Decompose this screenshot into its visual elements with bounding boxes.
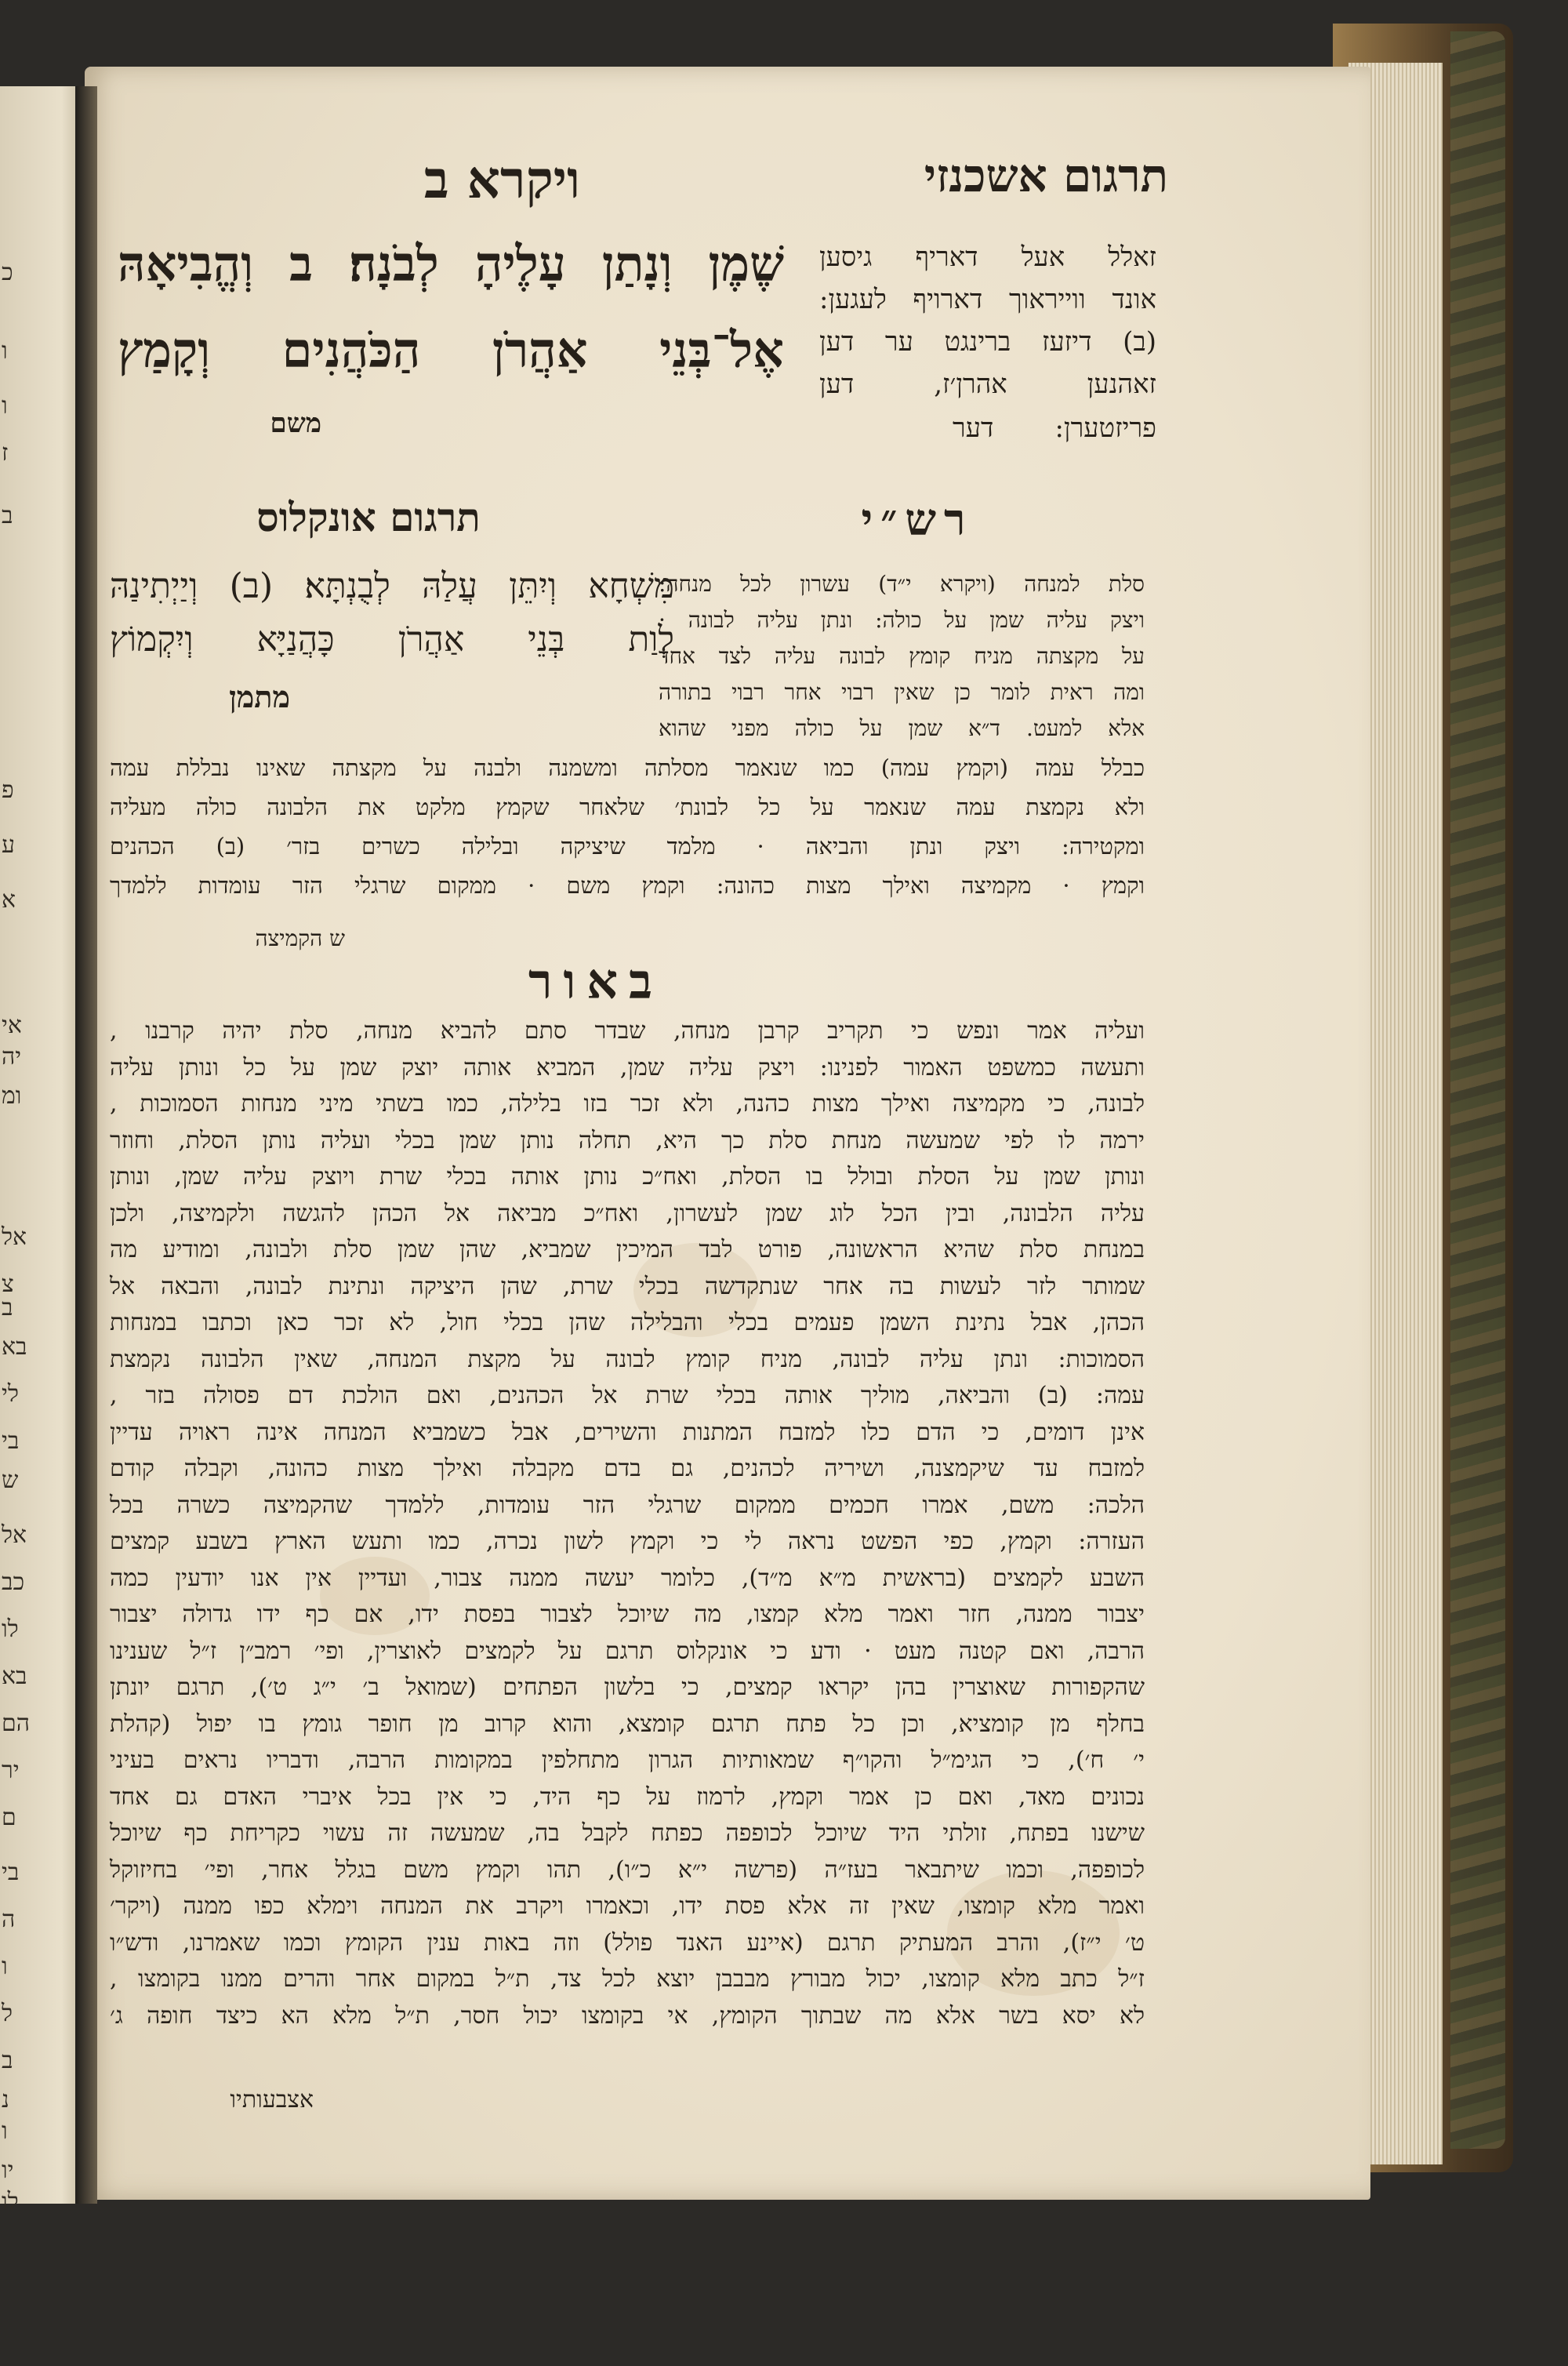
biur-line: עמה: (ב) והביאה, מוליך אותה בכלי שרת אל הכהנים, ואם הולכת דם פסולה בזר ,	[110, 1382, 1145, 1409]
left-page-fragment: יו	[2, 2157, 14, 2184]
verse-line: שֶׁמֶן וְנָתַן עָלֶיהָ לְבֹנָה׃ ב וְהֱבִיאָהּ	[118, 235, 784, 293]
biur-line: בחלף מן קומציא, וכן כל פתח תרגם קומצא, והוא קרוב מן חופר גומץ בו יפול (קהלת	[110, 1710, 1145, 1738]
left-page-fragment: אל	[2, 1223, 27, 1251]
left-page-fragment: ם	[2, 1804, 16, 1831]
left-page-fragment: ז	[2, 439, 9, 467]
rashi-line: וקמץ · מקמיצה ואילך מצות כהונה: וקמץ משם · ממקום שרגלי הזר עומדות ללמדך	[110, 872, 1145, 899]
verse-catchword: משם	[270, 408, 321, 439]
left-page-fragment: בי	[2, 1859, 20, 1886]
rashi-line: ויצק עליה שמן על כולה: ונתן עליה לבונה ·	[659, 607, 1145, 633]
yiddish-line: זאלל אעל דאריף גיסען	[819, 242, 1156, 273]
rashi-line: סלת למנחה (ויקרא י״ד) עשרון לכל מנחה:	[659, 571, 1145, 597]
biur-line: נכונים מאד, ואם כן אמר וקמץ, לרמוז על כף היד, כי אין בכל איברי האדם גם אחד	[110, 1783, 1145, 1811]
biur-line: ט׳ י״ז), והרב המעתיק תרגם (איינע האנד פולל) וזה באות ענין הקומץ וכמו שאמרנו, ודש״ו	[110, 1929, 1145, 1957]
biur-line: שהקפורות שאוצרין בהן יקראו קמצים, כי בלשון הפתחים (שמואל ב׳ י״ג ט׳), תרגם יונתן	[110, 1674, 1145, 1701]
rashi-line: ומקטירה: ויצק ונתן והביאה · מלמד שיציקה ובלילה כשרים בזר׳ (ב) הכהנים	[110, 833, 1145, 860]
marbled-cover	[1450, 31, 1505, 2149]
left-page-fragment: ומ	[2, 1082, 22, 1110]
biur-line: הלכה: משם, אמרו חכמים ממקום שרגלי הזר עומדות, ללמדך שהקמיצה כשרה בכל	[110, 1492, 1145, 1519]
rashi-line: אלא למעט. ד״א שמן על כולה מפני שהוא	[659, 715, 1145, 741]
left-page-fragment: ב	[2, 502, 13, 529]
onkelos-line: מִשְׁחָא וְיִתֵּן עֲלַהּ לְבֻנְתָּא׃ (ב) וְיַיְתִינַהּ	[110, 566, 674, 606]
header-targum-ashkenazi: תרגום אשכנזי	[924, 149, 1168, 202]
onkelos-catchword: מתמן	[229, 679, 290, 714]
biur-line: אינן דומים, כי הדם כלו למזבח המתנות והשירים, אבל כשמביא המנחה אינה ראויה עדיין	[110, 1419, 1145, 1446]
left-page-fragment: ו	[2, 1953, 8, 1980]
left-page-fragment: לי	[2, 1380, 19, 1408]
rashi-line: ומה ראית לומר כן שאין רבוי אחר רבוי בתורה	[659, 679, 1145, 705]
biur-line: י׳ ח׳), כי הגימ״ל והקו״ף שמאותיות הגרון מתחלפין במקומות הרבה, ודבריו נראים בעיני	[110, 1746, 1145, 1774]
left-page-fragment: יר	[2, 1757, 20, 1784]
header-parsha: ויקרא ב	[423, 149, 580, 210]
left-page-fragment: ל	[2, 2000, 13, 2027]
left-page-fragment: כב	[2, 1568, 25, 1596]
rashi-line: ולא נקמצת עמה שנאמר על כל לבונת׳ שלאחר שקמץ מלקט את הלבונה כולה מעליה	[110, 794, 1145, 820]
left-page-fragment: א	[2, 886, 16, 914]
biur-line: שמותר לזר לעשות בה אחר שנתקדשה בכלי שרת, שהן היציקה ונתינת לבונה, והבאה אל	[110, 1273, 1145, 1300]
yiddish-line: אונד ווייראוך דארויף לעגען:	[819, 284, 1156, 315]
rashi-line: ש הקמיצה	[255, 925, 345, 951]
onkelos-line: לְוַת בְּנֵי אַהֲרֹן כָּהֲנַיָּא וְיִקְמוֹץ	[110, 620, 674, 660]
left-page-fragment: ב	[2, 2047, 13, 2074]
biur-line: לא יסא בשר אלא מה שבתוך הקומץ, אי בקומצו יכול חסר, ת״ל מלא הא כיצד חופה ג׳	[110, 2002, 1145, 2030]
verse-line: אֶל־בְּנֵי אַהֲרֹן הַכֹּהֲנִים וְקָמַץ	[118, 322, 784, 379]
left-page-fragment: אל	[2, 1521, 27, 1549]
left-page-fragment: לו	[2, 1615, 19, 1643]
biur-line: במנחת סלת שהיא הראשונה, פורט לבד המיכין שמביא, שהן שמן סלת ולבונה, ומודיע מה	[110, 1236, 1145, 1263]
biur-line: ז״ל כתב מלא קומצו, יכול מבורץ מבבבן יוצא לכל צד, ת״ל במקום אחר והרים ממנו בקומצו ,	[110, 1965, 1145, 1993]
left-page-fragment: לו	[2, 2188, 19, 2215]
biur-line: עליה הלבונה, ובין הכל לוג שמן לעשרון, ואח״כ מביאה אל הכהן להגשה ולקמיצה, ולכן	[110, 1200, 1145, 1227]
left-page-fragment: ו	[2, 337, 8, 365]
biur-line: למזבח עד שיקמצנה, ושיריה לכהנים, גם בדם מקבלה ואילך מצות כהונה, וקבלה קודם	[110, 1455, 1145, 1482]
yiddish-line: זאהנען אהרן׳ז, דען	[819, 369, 1156, 400]
biur-catchword: אצבעותיו	[230, 2086, 314, 2113]
biur-heading: באור	[528, 953, 663, 1010]
biur-line: ועליה אמר ונפש כי תקריב קרבן מנחה, שבדר סתם להביא מנחה, סלת יהיה קרבנו ,	[110, 1017, 1145, 1045]
biur-line: ותעשה כמשפט האמור לפנינו: ויצק עליה שמן, המביא אותה יוצק שמן על כל ונותן עליה	[110, 1054, 1145, 1081]
left-page-fragment: צ	[2, 1270, 14, 1298]
biur-line: ונותן שמן על הסלת ובולל בו הסלת, ואח״כ נותן אותה בכלי שרת ויוצק עליה שמן, ונותן	[110, 1163, 1145, 1190]
left-page-fragment: יה	[2, 1043, 22, 1070]
biur-line: הרבה, ואם קטנה מעט · ודע כי אונקלוס תרגם על לקמצים לאוצרין, ופי׳ רמב״ן ז״ל שענינו	[110, 1637, 1145, 1665]
left-page-fragment: אי	[2, 1012, 22, 1039]
biur-line: לכופפה, וכמו שיתבאר בעז״ה (פרשה י״א כ״ו), תהו וקמץ משם בגלל אחר, ופי׳ בחיזוקל	[110, 1856, 1145, 1884]
biur-line: העזרה: וקמץ, כפי הפשט נראה לי כי וקמץ לשון נכרה, כמו ותעש הארץ בשבע קמצים	[110, 1528, 1145, 1555]
left-page-fragment: נ	[2, 2086, 9, 2113]
rashi-line: על מקצתה מניח קומץ לבונה עליה לצד אחד	[659, 643, 1145, 669]
biur-line: לבונה, כי מקמיצה ואילך מצות כהנה, ולא זכר בזו בלילה, כמו בשתי מיני מנחות הסמוכות ,	[110, 1090, 1145, 1118]
left-page-fragment: ע	[2, 831, 15, 859]
biur-line: הסמוכות: ונתן עליה לבונה, מניח קומץ לבונה על מקצת המנחה, שאין הלבונה נקמצת	[110, 1346, 1145, 1373]
left-page-fragment: בא	[2, 1663, 27, 1690]
left-page-fragment: ש	[2, 1466, 19, 1494]
left-page-fragment: בא	[2, 1333, 27, 1361]
biur-line: שישנו בפתח, זולתי היד שיוכל לכופפה כפתח לקבל בה, שמעשה זה עשוי כקריחת כף שיוכל	[110, 1819, 1145, 1847]
left-page-fragment: הם	[2, 1710, 30, 1737]
left-page-fragment: ו	[2, 392, 8, 420]
biur-line: ירמה לו לפי שמעשה מנחת סלת כך היא, תחלה נותן שמן בכלי ועליה נותן הסלת, וחוזר	[110, 1127, 1145, 1154]
yiddish-line: פריזטערן: דער	[953, 413, 1156, 444]
biur-line: ואמר מלא קומצו, שאין זה אלא פסת ידו, וכאמרו ויקרב את המנחה וימלא כפו ממנה (ויקר׳	[110, 1892, 1145, 1920]
rashi-line: כבלל עמה (וקמץ עמה) כמו שנאמר מסלתה ומשמנה ולבנה על מקצתה שאינו נבללת עמה	[110, 754, 1145, 781]
left-page-fragment: בי	[2, 1427, 20, 1455]
left-page-fragment: כ	[2, 259, 13, 286]
yiddish-line: (ב) דיזעז ברינגט ער דען	[819, 326, 1156, 358]
biur-line: הכהן, אבל נתינת השמן פעמים בכלי והבלילה שהן בכלי חול, לא זכר כאן וכתבו במנחות	[110, 1309, 1145, 1336]
left-page-fragment: פ	[2, 776, 14, 804]
left-page-fragment: ב	[2, 1294, 13, 1321]
biur-line: יצבור ממנה, חזר ואמר מלא קמצו, מה שיוכל לצבור בפסת ידו, אם כף ידו גדולה יצבור	[110, 1601, 1145, 1628]
left-page-fragment: ה	[2, 1906, 16, 1933]
onkelos-heading: תרגום אונקלוס	[256, 494, 481, 540]
biur-line: השבע לקמצים (בראשית מ״א מ״ד), כלומר יעשה ממנה צבור, ועדיין אין אנו יודעין כמה	[110, 1565, 1145, 1592]
rashi-heading: רש״י	[861, 494, 974, 546]
left-page-fragment: ו	[2, 2117, 8, 2145]
